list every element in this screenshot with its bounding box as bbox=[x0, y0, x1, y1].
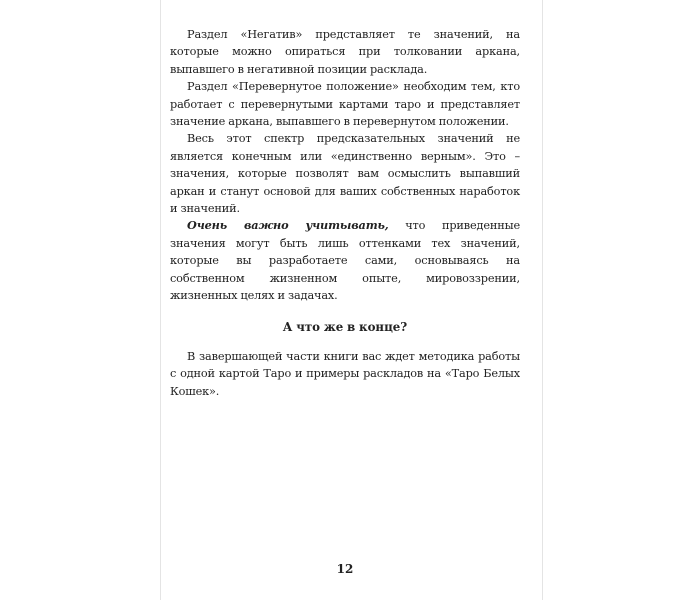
emphasis-rest: что приведенные значения могут быть лишь оттенками тех значений, которые вы разработаете сами, основываясь на собственном жизненном опыте, мировоззрении, жизненных целях и задачах. bbox=[170, 219, 521, 303]
page-number: 12 bbox=[336, 562, 354, 576]
paragraph-spectrum: Весь этот спектр предсказательных значений не является конечным или «единственно верным». Это – значения, которые позволят вам осмыслить выпавший аркан и станут основой для ваших собственных наработок и значений. bbox=[170, 132, 520, 216]
page-edge-left bbox=[160, 0, 161, 600]
paragraph-negative: Раздел «Негатив» представляет те значений, на которые можно опираться при толковании аркана, выпавшего в негативной позиции расклада. bbox=[170, 28, 520, 76]
paragraph-important bbox=[170, 217, 520, 304]
paragraph-reversed: Раздел «Перевернутое положение» необходим тем, кто работает с перевернутыми картами таро и представляет значение аркана, выпавшего в перевернутом положении. bbox=[170, 80, 520, 129]
paragraph-final: В завершающей части книги вас ждет методика работы с одной картой Таро и примеры раскладов на «Таро Белых Кошек». bbox=[170, 349, 520, 398]
emphasis-lead: Очень важно учитывать, bbox=[187, 218, 389, 233]
body-text bbox=[170, 26, 520, 400]
page-edge-right bbox=[542, 0, 543, 600]
section-heading: А что же в конце? bbox=[282, 319, 408, 334]
